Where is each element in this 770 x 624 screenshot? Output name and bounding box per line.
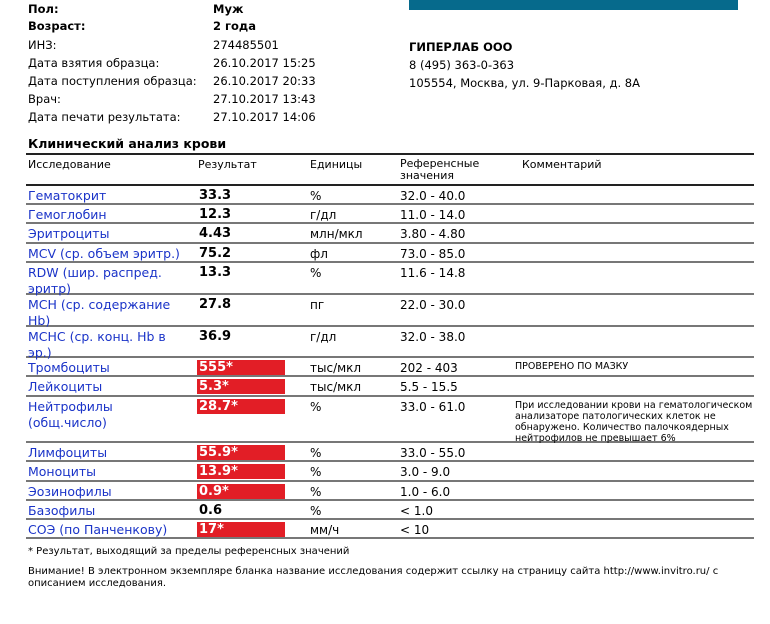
result-value: 36.9 <box>199 329 232 344</box>
units: % <box>310 189 322 203</box>
table-row <box>26 482 754 501</box>
test-link[interactable]: Тромбоциты <box>28 360 110 375</box>
result-value: 4.43 <box>199 226 232 241</box>
table-row <box>26 327 754 358</box>
result-value: 5.3* <box>197 379 285 394</box>
patient-label: ИНЗ: <box>28 38 57 52</box>
units: % <box>310 446 322 460</box>
lab-address: 105554, Москва, ул. 9-Парковая, д. 8А <box>409 76 640 90</box>
units: млн/мкл <box>310 227 363 241</box>
reference-range: 32.0 - 40.0 <box>400 189 466 203</box>
reference-range: 33.0 - 55.0 <box>400 446 466 460</box>
table-row <box>26 501 754 520</box>
reference-range: < 1.0 <box>400 504 433 518</box>
col-ref: Референсные значения <box>400 157 480 182</box>
test-link[interactable]: Нейтрофилы (общ.число) <box>28 399 113 430</box>
notice-text: Внимание! В электронном экземпляре бланка название исследования содержит ссылку на страницу сайта <box>28 566 604 577</box>
table-row <box>26 397 754 443</box>
patient-label: Врач: <box>28 92 61 106</box>
reference-range: 73.0 - 85.0 <box>400 247 466 261</box>
units: пг <box>310 298 325 312</box>
comment: ПРОВЕРЕНО ПО МАЗКУ <box>515 361 629 372</box>
table-row <box>26 520 754 539</box>
patient-label: Возраст: <box>28 19 86 33</box>
test-link[interactable]: MCV (ср. объем эритр.) <box>28 246 180 261</box>
test-link[interactable]: Базофилы <box>28 503 96 518</box>
reference-range: 5.5 - 15.5 <box>400 380 458 394</box>
notice <box>28 566 728 590</box>
result-value: 75.2 <box>199 246 232 261</box>
result-value: 0.6 <box>199 503 223 518</box>
test-link[interactable]: MCHC (ср. конц. Hb в эр.) <box>28 329 166 360</box>
result-value: 13.3 <box>199 265 232 280</box>
patient-label: Дата взятия образца: <box>28 56 160 70</box>
test-link[interactable]: Моноциты <box>28 464 97 479</box>
reference-range: 33.0 - 61.0 <box>400 400 466 414</box>
result-value: 0.9* <box>197 484 285 499</box>
units: г/дл <box>310 208 337 222</box>
result-value: 55.9* <box>197 445 285 460</box>
result-value: 33.3 <box>199 188 232 203</box>
test-link[interactable]: СОЭ (по Панченкову) <box>28 522 168 537</box>
reference-range: 3.0 - 9.0 <box>400 465 451 479</box>
units: % <box>310 400 322 414</box>
comment: При исследовании крови на гематологическом анализаторе патологических клеток не обнаружено. Количество палочкоядерных нейтрофилов не превышает 6% <box>515 400 753 444</box>
lab-phone: 8 (495) 363-0-363 <box>409 58 515 72</box>
units: мм/ч <box>310 523 340 537</box>
units: тыс/мкл <box>310 380 362 394</box>
col-test: Исследование <box>28 158 111 171</box>
table-row <box>26 263 754 295</box>
test-link[interactable]: Эритроциты <box>28 226 110 241</box>
units: % <box>310 504 322 518</box>
reference-range: 3.80 - 4.80 <box>400 227 466 241</box>
reference-range: 11.0 - 14.0 <box>400 208 466 222</box>
test-link[interactable]: RDW (шир. распред. эритр) <box>28 265 162 296</box>
table-row <box>26 443 754 462</box>
brand-bar <box>409 0 738 10</box>
col-comment: Комментарий <box>522 158 602 171</box>
table-row <box>26 205 754 224</box>
footnote: * Результат, выходящий за пределы референсных значений <box>28 546 350 557</box>
notice-text-end: с описанием исследования. <box>28 566 719 589</box>
result-value: 555* <box>197 360 285 375</box>
reference-range: < 10 <box>400 523 430 537</box>
reference-range: 11.6 - 14.8 <box>400 266 466 280</box>
test-link[interactable]: Лимфоциты <box>28 445 108 460</box>
units: % <box>310 485 322 499</box>
patient-value: 2 года <box>213 19 256 33</box>
patient-label: Пол: <box>28 2 59 16</box>
test-link[interactable]: MCH (ср. содержание Hb) <box>28 297 171 328</box>
patient-value: 26.10.2017 15:25 <box>213 56 316 70</box>
units: г/дл <box>310 330 337 344</box>
test-link[interactable]: Гематокрит <box>28 188 107 203</box>
test-link[interactable]: Гемоглобин <box>28 207 107 222</box>
table-row <box>26 295 754 327</box>
invitro-link[interactable]: http://www.invitro.ru/ <box>603 566 710 577</box>
table-row <box>26 186 754 205</box>
reference-range: 32.0 - 38.0 <box>400 330 466 344</box>
reference-range: 1.0 - 6.0 <box>400 485 451 499</box>
reference-range: 22.0 - 30.0 <box>400 298 466 312</box>
table-row <box>26 377 754 397</box>
divider <box>26 153 754 155</box>
units: тыс/мкл <box>310 361 362 375</box>
col-units: Единицы <box>310 158 363 171</box>
result-value: 27.8 <box>199 297 232 312</box>
patient-value: 27.10.2017 13:43 <box>213 92 316 106</box>
section-title: Клинический анализ крови <box>28 136 227 151</box>
table-row <box>26 224 754 244</box>
units: фл <box>310 247 328 261</box>
result-value: 17* <box>197 522 285 537</box>
table-row <box>26 358 754 377</box>
units: % <box>310 266 322 280</box>
lab-name: ГИПЕРЛАБ ООО <box>409 40 513 54</box>
reference-range: 202 - 403 <box>400 361 458 375</box>
patient-label: Дата поступления образца: <box>28 74 197 88</box>
patient-value: Муж <box>213 2 244 16</box>
patient-label: Дата печати результата: <box>28 110 181 124</box>
test-link[interactable]: Эозинофилы <box>28 484 112 499</box>
result-value: 28.7* <box>197 399 285 414</box>
test-link[interactable]: Лейкоциты <box>28 379 103 394</box>
result-value: 12.3 <box>199 207 232 222</box>
col-result: Результат <box>198 158 257 171</box>
patient-value: 274485501 <box>213 38 279 52</box>
patient-value: 26.10.2017 20:33 <box>213 74 316 88</box>
result-value: 13.9* <box>197 464 285 479</box>
units: % <box>310 465 322 479</box>
table-row <box>26 244 754 263</box>
patient-value: 27.10.2017 14:06 <box>213 110 316 124</box>
table-row <box>26 462 754 482</box>
